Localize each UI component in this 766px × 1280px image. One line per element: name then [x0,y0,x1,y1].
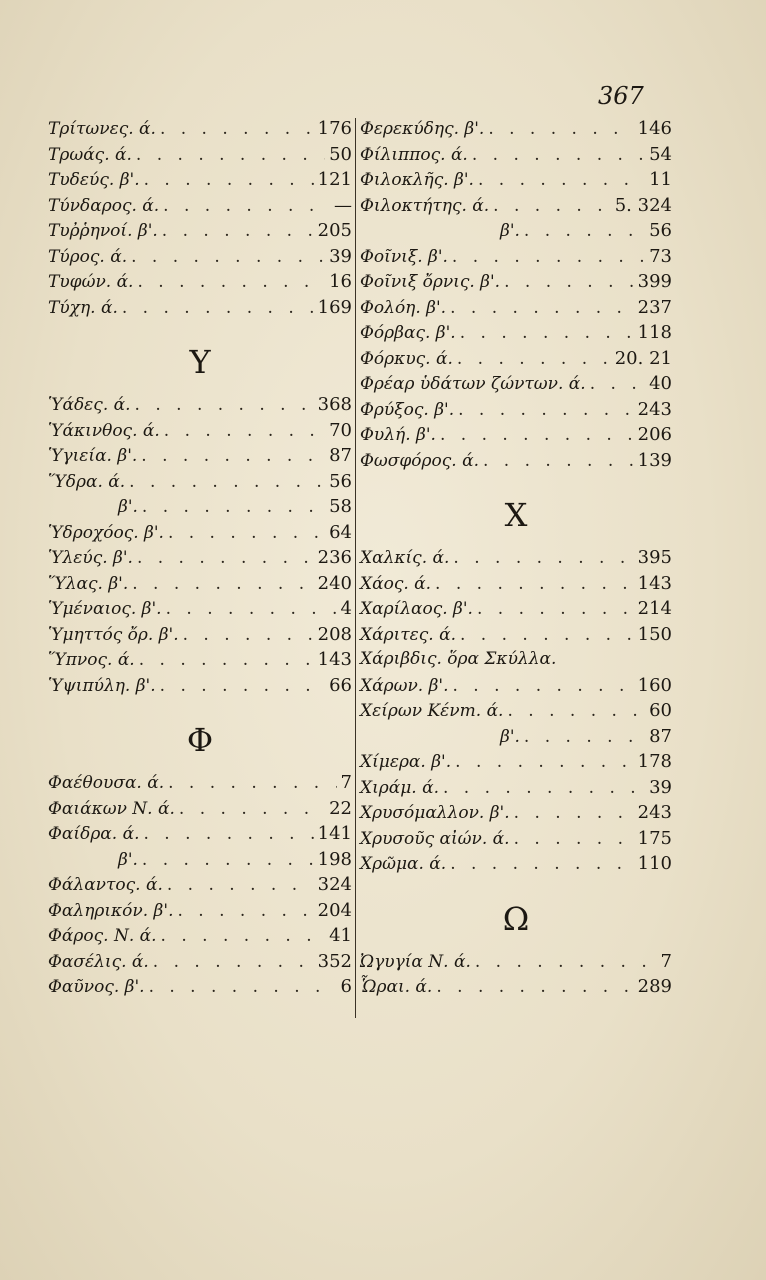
entry-page-number: 56 [329,470,352,492]
entry-name: Ὠγυγία Ν. ά. [360,951,471,972]
leader-dots [136,145,325,165]
index-entry [360,547,672,573]
index-entry [48,849,352,875]
leader-dots [168,523,325,543]
page-number: 367 [598,82,644,110]
index-entry [48,874,352,900]
entry-page-number: 214 [637,598,672,619]
entry-page-number: 50 [329,143,352,165]
index-entry [48,471,352,497]
entry-name: Τρίτωνες. ά. [48,119,156,139]
entry-name: Χείρων Κένт. ά. [360,701,504,721]
entry-name: Ὧραι. ά. [360,977,433,997]
entry-name: Τύρος. ά. [48,246,128,267]
index-group-chi [360,547,672,879]
leader-dots [435,574,634,594]
entry-name: Φάρος. Ν. ά. [48,926,157,946]
entry-page-number: 73 [649,245,672,267]
leader-dots [167,875,314,895]
entry-page-number: 4 [340,598,352,619]
index-entry [48,547,352,573]
entry-page-number: 11 [649,169,672,190]
index-entry [360,828,672,854]
entry-name: Φόρκυς. ά. [360,348,453,369]
entry-page-number: — [334,194,352,216]
leader-dots [440,425,634,445]
leader-dots [160,119,314,139]
entry-name: Χάρων. β'. [360,675,449,696]
entry-page-number: 175 [637,827,672,849]
entry-page-number: 20. 21 [614,347,672,369]
entry-page-number: 324 [317,874,352,895]
index-group-tau [48,118,352,322]
entry-page-number: 64 [329,521,352,543]
entry-page-number: 58 [329,496,352,517]
index-entry [360,322,672,348]
leader-dots [135,395,314,415]
entry-name: Ὑδροχόος. β'. [48,522,164,543]
entry-name: Χαρίλαος. β'. [360,599,473,619]
entry-name: Ὑμέναιος. β'. [48,599,162,619]
index-entry [360,951,672,977]
leader-dots [524,221,645,241]
leader-dots [450,298,634,318]
index-entry [360,271,672,297]
leader-dots [504,272,634,292]
entry-name: Φιλοκτήτης. ά. [360,195,490,216]
entry-name: β'. [118,497,138,517]
entry-page-number: 40 [649,373,672,394]
leader-dots [460,625,634,645]
index-entry [48,925,352,951]
entry-page-number: 178 [637,751,672,772]
index-entry [360,348,672,374]
entry-page-number: 5. 324 [614,194,672,216]
entry-page-number: 110 [637,853,672,874]
leader-dots [472,145,645,165]
leader-dots [166,599,337,619]
leader-dots [149,977,337,997]
leader-dots [122,298,314,318]
entry-name: Ὕπνος. ά. [48,650,135,670]
leader-dots [137,272,325,292]
left-column [48,118,352,1002]
leader-dots [514,829,634,849]
entry-page-number: 118 [637,322,672,343]
leader-dots [443,778,645,798]
index-entry [48,297,352,323]
entry-name: β'. [500,726,520,747]
entry-name: Τυφών. ά. [48,272,134,292]
index-entry [360,297,672,323]
entry-name: Χάος. ά. [360,573,432,594]
entry-name: Φυλή. β'. [360,425,436,445]
entry-page-number: 121 [317,169,352,190]
entry-page-number: 368 [317,394,352,415]
index-entry [360,802,672,828]
leader-dots [488,119,633,139]
index-entry [48,144,352,170]
index-entry [48,976,352,1002]
entry-page-number: 160 [637,674,672,696]
leader-dots [455,752,634,772]
section-heading-omega: Ω [502,899,530,938]
entry-name: Τύχη. ά. [48,297,118,318]
entry-page-number: 39 [329,245,352,267]
entry-name: β'. [500,221,520,241]
leader-dots [163,196,330,216]
right-column [360,118,672,1002]
entry-name: Φρέαρ ὑδάτων ζώντων. ά. [360,374,586,394]
index-group-upsilon [48,394,352,700]
index-entry [360,700,672,726]
index-entry [48,798,352,824]
entry-name: Ὑάκινθος. ά. [48,420,160,441]
index-group-omega [360,951,672,1002]
index-entry [360,751,672,777]
leader-dots [160,676,325,696]
section-heading-chi: Χ [504,496,528,534]
index-entry [48,445,352,471]
leader-dots [161,926,326,946]
entry-page-number: 22 [329,797,352,819]
leader-dots [514,803,634,823]
entry-name: Ὑάδες. ά. [48,395,131,415]
entry-page-number: 87 [649,725,672,747]
entry-page-number: 87 [329,445,352,466]
index-entry [48,823,352,849]
index-entry [48,271,352,297]
leader-dots [129,472,325,492]
leader-dots [436,977,633,997]
index-entry [48,772,352,798]
entry-name: Φαῦνος. β'. [48,977,145,997]
index-entry [360,118,672,144]
index-entry [360,598,672,624]
leader-dots [144,170,314,190]
entry-page-number: 352 [317,950,352,972]
entry-page-number: 243 [637,398,672,420]
entry-page-number: 208 [317,623,352,645]
entry-name: Ὑγιεία. β'. [48,446,138,466]
leader-dots [132,574,313,594]
entry-page-number: 16 [329,271,352,292]
index-entry [48,195,352,221]
entry-page-number: 395 [637,547,672,568]
index-group-phi-left [48,772,352,1002]
index-entry [360,726,672,752]
index-entry [360,450,672,476]
entry-name: Ὕλας. β'. [48,573,129,594]
leader-dots [141,446,325,466]
leader-dots [137,548,314,568]
entry-name: Φωσφόρος. ά. [360,450,479,471]
leader-dots [478,170,645,190]
entry-page-number: 60 [649,700,672,721]
entry-name: Χρῶμα. ά. [360,854,447,874]
entry-name: Χρυσοῦς αἰών. ά. [360,828,510,849]
entry-page-number: 143 [637,572,672,594]
entry-name: Ὑμηττός ὄρ. β'. [48,624,179,645]
leader-dots [452,247,645,267]
leader-dots [524,727,645,747]
entry-page-number: 169 [317,296,352,318]
entry-page-number: 6 [340,976,352,997]
leader-dots [177,901,313,921]
entry-name: Τυδεύς. β'. [48,170,140,190]
entry-name: Φοῖνιξ. β'. [360,246,448,267]
entry-name: Ὑλεύς. β'. [48,548,133,568]
entry-page-number: 150 [637,623,672,645]
entry-name: Φαέθουσα. ά. [48,773,165,793]
entry-name: Τρωάς. ά. [48,144,132,165]
entry-name: Φίλιππος. ά. [360,144,468,165]
entry-page-number: 198 [317,848,352,870]
entry-name: Φαιάκων Ν. ά. [48,798,175,819]
entry-name: Φαληρικόν. β'. [48,900,174,921]
entry-page-number: 7 [340,772,352,793]
index-entry [48,246,352,272]
index-entry [48,649,352,675]
index-entry [360,144,672,170]
leader-dots [460,323,634,343]
entry-page-number: 289 [637,976,672,997]
index-entry [360,220,672,246]
index-entry [360,169,672,195]
index-entry [48,420,352,446]
leader-dots [131,247,325,267]
entry-page-number: 205 [317,220,352,241]
leader-dots [164,421,325,441]
leader-dots [450,854,633,874]
leader-dots [183,625,314,645]
leader-dots [507,701,645,721]
column-divider [355,118,356,1018]
index-entry [48,220,352,246]
index-entry [360,373,672,399]
index-entry [48,573,352,599]
index-entry [360,853,672,879]
entry-name: Τύνδαρος. ά. [48,195,160,216]
entry-page-number: 56 [649,220,672,241]
index-entry [360,675,672,701]
leader-dots [477,599,634,619]
leader-dots [493,196,611,216]
entry-page-number: 399 [637,271,672,292]
entry-page-number: 176 [317,118,352,139]
entry-name: Χαλκίς. ά. [360,548,450,568]
entry-name: Φολόη. β'. [360,297,447,318]
leader-dots [153,952,314,972]
index-entry [48,675,352,701]
leader-dots [453,676,634,696]
index-entry [48,394,352,420]
index-entry [360,195,672,221]
entry-name: Φασέλις. ά. [48,951,149,972]
entry-page-number: 143 [317,649,352,670]
entry-name: Ὕδρα. ά. [48,471,126,492]
entry-page-number: 243 [637,802,672,823]
entry-name: Τυῤῥηνοί. β'. [48,221,158,241]
section-heading-phi: Φ [186,721,214,759]
entry-name: Χίμερα. β'. [360,752,452,772]
section-heading-upsilon: Υ [189,343,211,381]
entry-name: Φρύξος. β'. [360,399,455,420]
index-entry [48,624,352,650]
index-entry [48,598,352,624]
entry-name: β'. [118,849,138,870]
index-entry [48,169,352,195]
entry-page-number: 240 [317,572,352,594]
leader-dots [142,850,314,870]
leader-dots [458,400,634,420]
index-entry [360,624,672,650]
entry-name: Χάριτες. ά. [360,624,456,645]
entry-page-number: 141 [317,823,352,844]
leader-dots [590,374,645,394]
index-entry [48,900,352,926]
entry-page-number: 236 [317,547,352,568]
index-entry [48,118,352,144]
leader-dots [453,548,633,568]
entry-name: Φοῖνιξ ὄρνις. β'. [360,272,501,292]
leader-dots [143,824,313,844]
index-entry [48,522,352,548]
entry-page-number: 54 [649,143,672,165]
index-group-phi-right [360,118,672,475]
entry-name: Φαίδρα. ά. [48,824,140,844]
index-entry [48,951,352,977]
index-entry [360,424,672,450]
leader-dots [139,650,314,670]
index-entry [360,246,672,272]
entry-page-number: 66 [329,674,352,696]
index-entry [360,777,672,803]
entry-name: Φάλαντος. ά. [48,875,163,895]
index-entry [360,573,672,599]
entry-page-number: 237 [637,296,672,318]
entry-page-number: 70 [329,419,352,441]
leader-dots [142,497,325,517]
index-entry [48,496,352,522]
index-entry [360,976,672,1002]
entry-page-number: 146 [637,118,672,139]
leader-dots [168,773,336,793]
leader-dots [475,952,657,972]
entry-page-number: 139 [637,449,672,471]
entry-name: Φερεκύδης. β'. [360,119,485,139]
index-entry [360,649,672,675]
entry-name: Χρυσόμαλλον. β'. [360,803,510,823]
entry-name: Χάριβδις. ὅρα Σκύλλα. [360,649,557,669]
index-entry [360,399,672,425]
entry-page-number: 206 [637,424,672,445]
entry-name: Φιλοκλῆς. β'. [360,170,474,190]
entry-name: Ὑψιπύλη. β'. [48,675,156,696]
leader-dots [179,799,325,819]
entry-page-number: 41 [329,925,352,946]
leader-dots [483,451,634,471]
leader-dots [457,349,611,369]
entry-page-number: 39 [649,776,672,798]
leader-dots [162,221,314,241]
entry-name: Χιράμ. ά. [360,777,439,798]
entry-name: Φόρβας. β'. [360,323,456,343]
entry-page-number: 204 [317,899,352,921]
entry-page-number: 7 [660,950,672,972]
